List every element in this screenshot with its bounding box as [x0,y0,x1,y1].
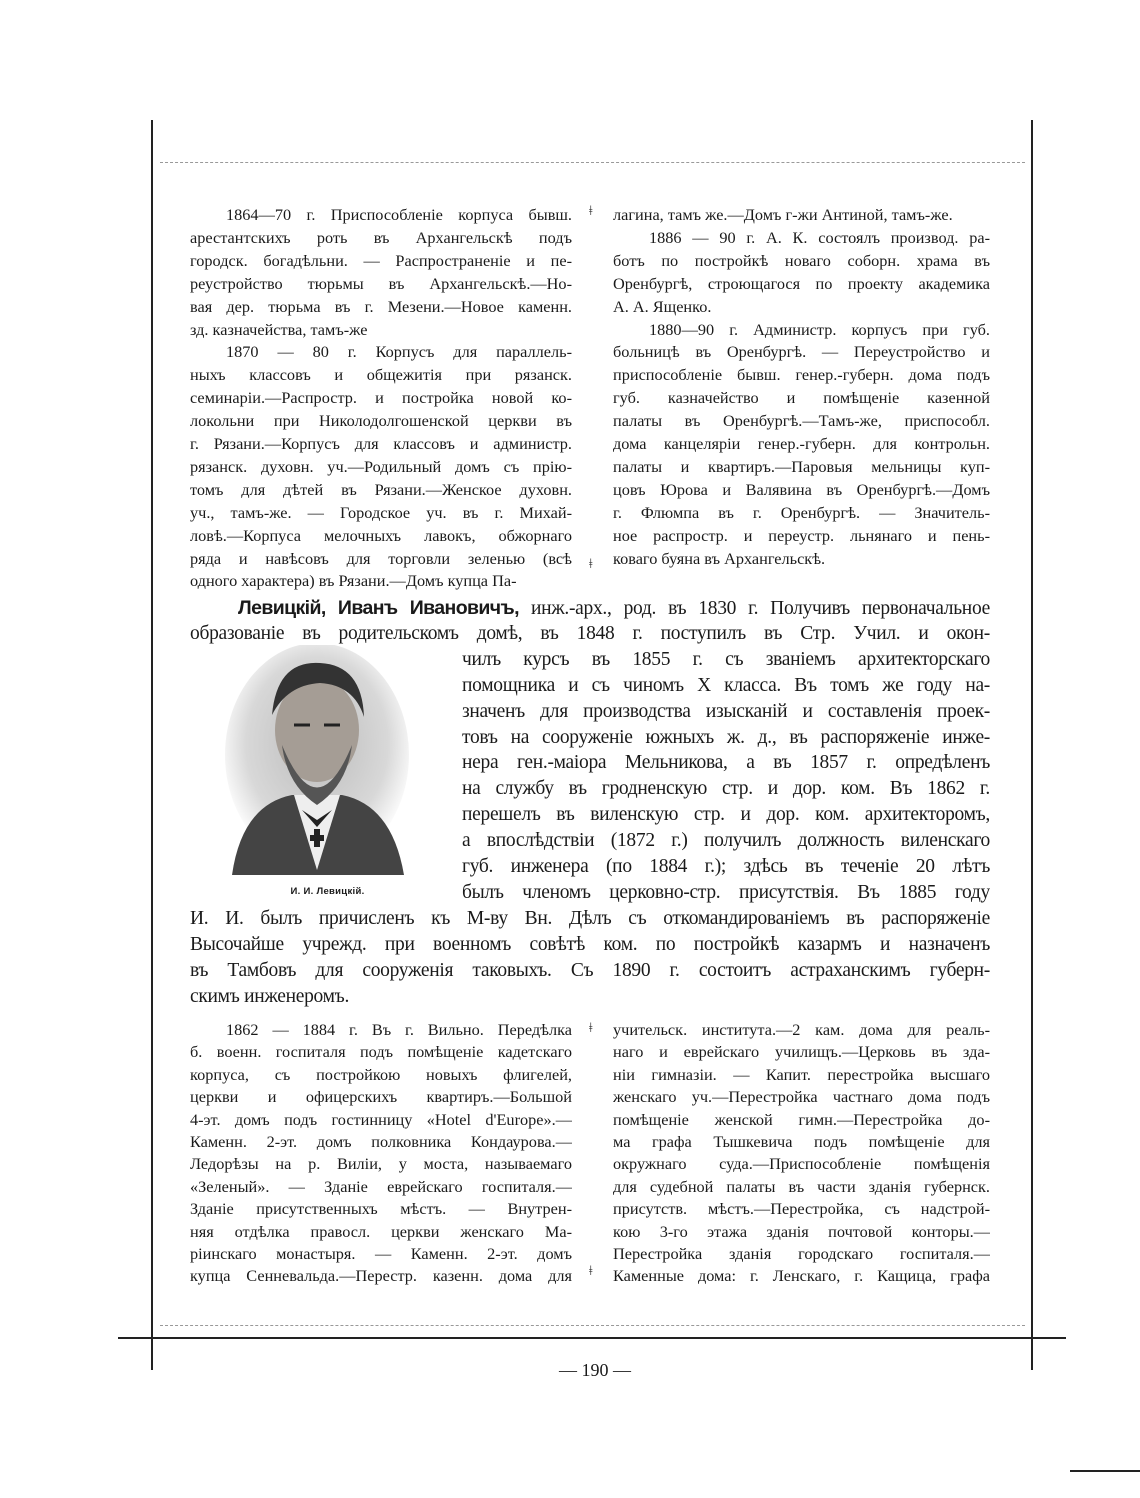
text-line: Ледорѣзы на р. Виліи, у моста, называемаго [190,1154,572,1174]
text-line: Каменн. 2-эт. домъ полковника Кондаурова.— [190,1132,572,1151]
text-line: помощника и съ чиномъ X класса. Въ томъ же году на- [462,674,990,696]
text-line: ловѣ.—Корпуса мелочныхъ лавокъ, обжорнаго [190,525,572,545]
frame-bottom-rule [118,1337,1066,1339]
text-line: наго и еврейскаго училищъ.—Церковь въ зда- [613,1042,990,1062]
text-line: присутств. мѣстъ.—Перестройка, съ надстрой- [613,1199,990,1219]
text-line: Перестройка зданія городскаго госпиталя.— [613,1244,990,1263]
text-line: ныхъ классовъ и общежитія при рязанск. [190,365,572,385]
text-line: «Зеленый». — Зданіе еврейскаго госпиталя.— [190,1176,572,1196]
biography-first-line [238,596,990,620]
frame-left-rule [151,120,153,1370]
text-line: вая дер. тюрьма въ г. Мезени.—Новое каменн. [190,296,572,316]
text-line: 1880—90 г. Администр. корпусъ при губ. [649,319,990,339]
frame-bottom-edge-mark [1070,1470,1140,1472]
text-line: палаты и квартиръ.—Паровыя мельницы куп- [613,456,990,476]
text-line: городск. богадѣльни. — Распространеніе и пе- [190,250,572,270]
text-line: женскаго уч.—Перестройка частнаго дома подъ [613,1087,990,1107]
page-number: — 190 — [559,1360,631,1380]
text-line: рязанск. духовн. уч.—Родильный домъ съ прію- [190,456,572,476]
text-line: приспособленіе бывш. генер.-губерн. дома подъ [613,365,990,385]
text-line: чилъ курсъ въ 1855 г. съ званіемъ архитекторскаго [462,648,990,670]
text-line: дома канцеляріи генер.-губерн. для контрольн. [613,434,990,453]
text-line: 1870 — 80 г. Корпусъ для параллель- [226,342,572,362]
text-line: 1864—70 г. Приспособленіе корпуса бывш. [226,205,572,224]
text-line: А. А. Ященко. [613,296,712,316]
text-line: одного характера) въ Рязани.—Домъ купца Па- [190,571,517,591]
column-separator-mark: ǂ [589,557,593,572]
text-line: для судебной палаты въ части зданія губернск. [613,1176,990,1196]
text-line: купца Сенневальда.—Перестр. казенн. дома для [190,1266,572,1286]
frame-lower-dashed-rule [160,1325,1025,1326]
text-line: г. Рязани.—Корпусъ для классовъ и администр. [190,434,572,453]
text-line: Высочайше учрежд. при военномъ совѣтѣ ком. по постройкѣ казармъ и назначенъ [190,933,990,955]
text-line: въ Тамбовъ для сооруженія таковыхъ. Съ 1890 г. состоитъ астраханскимъ губерн- [190,959,990,981]
text-line: томъ для дѣтей въ Рязани.—Женское духовн. [190,479,572,499]
text-line: цовъ Юрова и Валявина въ Оренбургѣ.—Домъ [613,479,990,499]
text-line: семинаріи.—Распростр. и постройка новой ко- [190,388,572,408]
text-line: няя отдѣлка правосл. церкви женскаго Ма- [190,1221,572,1241]
text-line: больницѣ въ Оренбургѣ. — Переустройство и [613,342,990,362]
text-line: арестантскихъ роть въ Архангельскѣ подъ [190,227,572,247]
portrait-caption: И. И. Левицкій. [290,886,365,897]
text-line: ное распростр. и переустр. льнянаго и пень- [613,525,990,545]
text-line: уч., тамъ-же. — Городское уч. въ г. Михай- [190,502,572,522]
text-line: корпуса, съ постройкою новыхъ флигелей, [190,1064,572,1084]
text-line: губ. казначейство и помѣщеніе казенной [613,388,990,408]
text-line: товъ на сооруженіе южныхъ ж. д., въ распоряженіе инже- [462,726,990,748]
frame-top-dashed-rule [160,162,1025,163]
text-line: ботъ по постройкѣ новаго соборн. храма въ [613,250,990,270]
text-line: помѣщеніе женской гимн.—Перестройка до- [613,1109,990,1129]
text-line: ма графа Тышкевича подъ помѣщеніе для [613,1132,990,1151]
column-separator-mark: ǂ [589,1264,593,1279]
text-line: скимъ инженеромъ. [190,985,350,1007]
text-line: локольни при Николодолгошенской церкви въ [190,411,572,431]
text-line: Оренбургѣ, строющагося по проекту академика [613,273,990,293]
text-line: коваго буяна въ Архангельскѣ. [613,548,826,568]
text-line: ніи гимназіи. — Капит. перестройка высшаго [613,1064,990,1084]
text-line: церкви и офицерскихъ квартиръ.—Большой [190,1087,572,1107]
text-line: губ. инженера (по 1884 г.); здѣсь въ теченіе 20 лѣтъ [462,856,990,877]
biography-name: Левицкій, Иванъ Ивановичъ, [238,597,519,619]
text-line: значенъ для производства изысканій и составленія проек- [462,700,990,722]
text-line: инж.-арх., род. въ 1830 г. Получивъ первоначальное [530,598,990,619]
text-line: на службу въ гродненскую стр. и дор. ком. Въ 1862 г. [462,778,990,800]
text-line: кою 3-го этажа зданія почтовой конторы.— [613,1221,990,1241]
text-line: 1862 — 1884 г. Въ г. Вильно. Передѣлка [226,1020,572,1039]
text-line: зд. казначейства, тамъ-же [190,319,368,339]
text-line: г. Флюмпа въ г. Оренбургѣ. — Значитель- [613,502,990,522]
text-line: И. И. былъ причисленъ къ М-ву Вн. Дѣлъ съ откомандированіемъ въ распоряженіе [190,907,990,929]
text-line: б. военн. госпиталя подъ помѣщеніе кадетскаго [190,1042,572,1062]
text-line: образованіе въ родительскомъ домѣ, въ 1848 г. поступилъ въ Стр. Учил. и окон- [190,622,990,644]
text-line: былъ членомъ церковно-стр. присутствія. Въ 1885 году [462,881,990,903]
text-line: Каменные дома: г. Ленскаго, г. Кащица, графа [613,1266,990,1286]
frame-right-rule [1031,120,1033,1370]
column-separator-mark: ǂ [589,204,593,219]
text-line: ріинскаго монастыря. — Каменн. 2-эт. домъ [190,1244,572,1263]
text-line: Зданіе присутственныхъ мѣстъ. — Внутрен- [190,1199,572,1219]
text-line: 4-эт. домъ подъ гостинницу «Hotel d'Europe».— [190,1109,572,1129]
text-line: окружнаго суда.—Приспособленіе помѣщенія [613,1154,990,1174]
text-line: реустройство тюрьмы въ Архангельскѣ.—Но- [190,273,572,293]
text-line: а впослѣдствіи (1872 г.) получилъ должность виленскаго [462,830,990,852]
text-line: перешелъ въ виленскую стр. и дор. ком. архитекторомъ, [462,804,990,826]
text-line: нера ген.-маіора Мельникова, а въ 1857 г. опредѣленъ [462,752,990,774]
text-line: ряда и навѣсовъ для торговли зеленью (всѣ [190,548,572,568]
text-line: палаты въ Оренбургѣ.—Тамъ-же, приспособл. [613,411,990,431]
text-line: учительск. института.—2 кам. дома для реаль- [613,1020,990,1039]
portrait-engraving [222,645,412,875]
text-line: 1886 — 90 г. А. К. состоялъ производ. ра- [649,227,990,247]
text-line: лагина, тамъ же.—Домъ г-жи Антиной, тамъ-же. [613,205,953,224]
column-separator-mark: ǂ [589,1021,593,1036]
